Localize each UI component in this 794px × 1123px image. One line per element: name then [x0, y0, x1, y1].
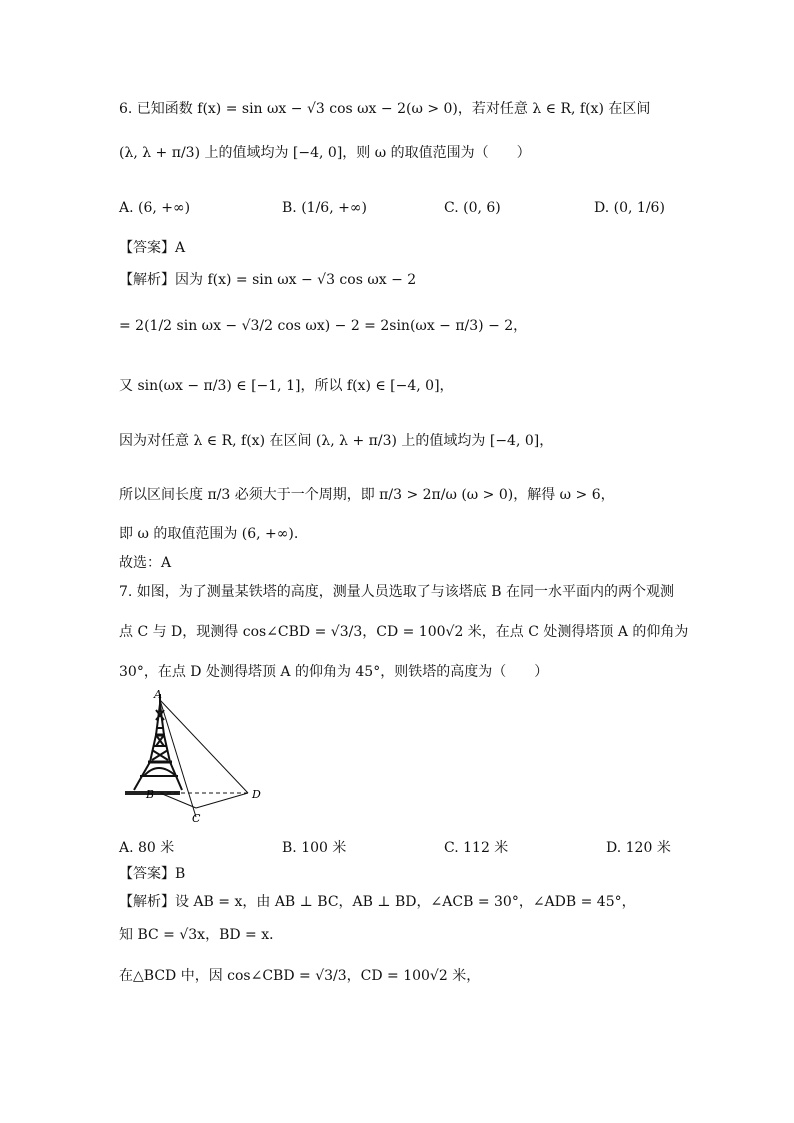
option-label: A.	[119, 840, 134, 856]
analysis-line: 又 sin(ωx − π/3) ∈ [−1, 1]，所以 f(x) ∈ [−4, 0]，	[119, 378, 454, 394]
tower-icon	[134, 694, 182, 790]
q6-option-c	[444, 198, 501, 218]
q7-answer: 【答案】B	[119, 866, 186, 882]
option-text: 120 米	[625, 840, 671, 856]
option-label: A.	[119, 200, 134, 216]
option-text: (6, +∞)	[138, 200, 191, 216]
line-cd	[196, 793, 248, 808]
analysis-line: 【解析】设 AB = x，由 AB ⊥ BC，AB ⊥ BD，∠ACB = 30°，∠ADB = 45°，	[119, 894, 636, 910]
option-label: B.	[282, 840, 297, 856]
q7-stem-line: 点 C 与 D，现测得 cos∠CBD = √3/3，CD = 100√2 米，在点 C 处测得塔顶 A 的仰角为	[119, 624, 689, 640]
q7-stem-line: 7. 如图，为了测量某铁塔的高度，测量人员选取了与该塔底 B 在同一水平面内的两个观测	[119, 584, 674, 600]
analysis-line: 所以区间长度 π/3 必须大于一个周期，即 π/3 > 2π/ω (ω > 0)，解得 ω > 6，	[119, 487, 615, 503]
option-label: D.	[606, 840, 622, 856]
analysis-line: 在△BCD 中，因 cos∠CBD = √3/3，CD = 100√2 米，	[119, 968, 481, 984]
analysis-line: 故选：A	[119, 555, 172, 571]
q6-answer: 【答案】A	[119, 240, 186, 256]
q7-option-a	[119, 838, 174, 858]
q7-option-d	[606, 838, 671, 858]
analysis-line: 知 BC = √3x，BD = x．	[119, 927, 284, 943]
q6-option-d	[594, 198, 665, 218]
q6-option-b	[282, 198, 367, 218]
analysis-line: = 2(1/2 sin ωx − √3/2 cos ωx) − 2 = 2sin(ωx − π/3) − 2，	[119, 318, 528, 334]
label-c: C	[192, 812, 201, 825]
line-ad	[160, 700, 248, 793]
option-label: B.	[282, 200, 297, 216]
option-text: 80 米	[138, 840, 175, 856]
option-text: (0, 1/6)	[613, 200, 665, 216]
label-b: B	[146, 788, 155, 801]
q6-stem-line2: (λ, λ + π/3) 上的值域均为 [−4, 0]，则 ω 的取值范围为（ ）	[119, 145, 531, 161]
option-label: C.	[444, 840, 459, 856]
tower-figure	[120, 690, 270, 825]
q7-stem-line: 30°，在点 D 处测得塔顶 A 的仰角为 45°，则铁塔的高度为（ ）	[119, 664, 549, 680]
analysis-line: 【解析】因为 f(x) = sin ωx − √3 cos ωx − 2	[119, 272, 417, 288]
option-label: D.	[594, 200, 610, 216]
label-a: A	[154, 690, 162, 701]
analysis-line: 因为对任意 λ ∈ R, f(x) 在区间 (λ, λ + π/3) 上的值域均为 [−4, 0]，	[119, 433, 554, 449]
option-label: C.	[444, 200, 459, 216]
label-d: D	[252, 788, 261, 801]
analysis-line: 即 ω 的取值范围为 (6, +∞).	[119, 526, 299, 542]
option-text: 112 米	[463, 840, 509, 856]
q6-stem-line1: 6. 已知函数 f(x) = sin ωx − √3 cos ωx − 2(ω > 0)，若对任意 λ ∈ R, f(x) 在区间	[119, 101, 651, 117]
q7-option-b	[282, 838, 346, 858]
option-text: 100 米	[301, 840, 347, 856]
q7-option-c	[444, 838, 508, 858]
option-text: (1/6, +∞)	[301, 200, 367, 216]
option-text: (0, 6)	[463, 200, 501, 216]
q6-option-a	[119, 198, 190, 218]
